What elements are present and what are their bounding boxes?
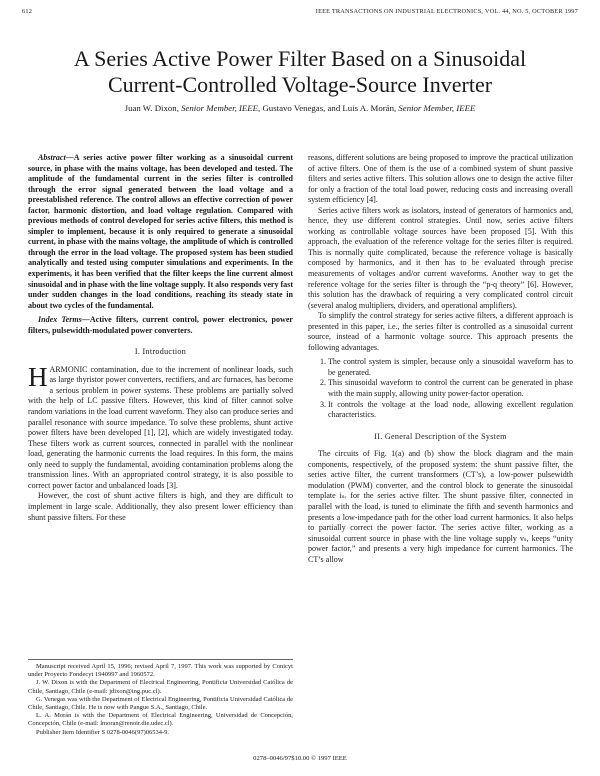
paper-title [20,46,580,98]
index-terms [28,315,293,336]
abstract-label: Abstract— [38,153,74,162]
footnote-5: Publisher Item Identifier S 0278-0046(97)06534-9. [36,728,170,736]
footnote-rule [28,659,293,660]
intro-p1-text: ARMONIC contamination, due to the increment of nonlinear loads, such as large thyristor power converters, rectifiers, and arc furnaces, has become a serious problem in power systems. These problems are partially solved with the help of LC passive filters. However, this kind of filter cannot solve random variations in the load current waveform. They also can produce series and parallel resonance with source impedance. To solve these problems, shunt active power filters have been developed [1], [2], which are widely investigated today. These filters work as current sources, connected in parallel with the nonlinear load, generating the harmonic currents the load requires. In this form, the mains only need to supply the fundamental, avoiding contamination problems along the transmission lines. With an appropriated control strategy, it is also possible to correct power factor and unbalanced loads [3]. [28,364,293,490]
index-terms-label: Index Terms [38,315,82,325]
section-2-heading: II. General Description of the System [374,431,507,441]
right-column [308,153,573,565]
intro-paragraph-1 [28,361,293,492]
right-paragraph-3: To simplify the control strategy for series active filters, a different approach is presented in this paper, i.e., the series filter is controlled as a sinusoidal current source, instead of a harmonic voltage source. This approach presents the following advantages. [308,311,573,352]
author-3-role: Senior Member, IEEE [398,103,476,113]
author-2-3: Gustavo Venegas, and Luis A. Morán, [262,103,397,113]
left-column [28,153,293,523]
advantages-list [308,357,573,420]
footnote-2: J. W. Dixon is with the Department of Electrical Engineering, Pontificia Universidad Católica de Chile, Santiago, Chile (e-mail: jdixon@ing.puc.cl). [28,679,293,695]
abstract-text: A series active power filter working as a sinusoidal current source, in phase with the mains voltage, has been developed and tested. The amplitude of the fundamental current in the series filter is controlled through the error signal generated between the load voltage and a preestablished reference. The control allows an effective correction of power factor, harmonic distortion, and load voltage regulation. Compared with previous methods of control developed for series active filters, this method is simpler to implement, because it is only required to generate a sinusoidal current, in phase with the mains voltage, the amplitude of which is controlled through the error in the load voltage. The proposed system has been studied analytically and tested using computer simulations and experiments. In the experiments, it has been verified that the filter keeps the line current almost sinusoidal and in phase with the line voltage supply. It also responds very fast under sudden changes in the load conditions, reaching its steady state in about two cycles of the fundamental. [28,153,294,310]
section-1-heading: I. Introduction [134,347,187,357]
right-paragraph-2: Series active filters work as isolators, instead of generators of harmonics and, hence, they use different control strategies. Until now, series active filters working as controllable voltage sources have been proposed [5]. With this approach, the evaluation of the reference voltage for the series filter is required. This is normally quite complicated, because the reference voltage is basically composed by harmonics, and it then has to be evaluated through precise measurements of voltages and/or current waveforms. Another way to get the reference voltage for the series filter is through the “p-q theory” [6]. However, this solution has the drawback of requiring a very complicated control circuit (several analog multipliers, dividers, and operational amplifiers). [308,205,573,310]
running-header [22,8,578,20]
right-paragraph-4: The circuits of Fig. 1(a) and (b) show the block diagram and the main components, respectively, of the proposed system: the shunt passive filter, the series active filter, the current transformers (CT’s), a low-power pulsewidth modulation (PWM) converter, and the control block to generate the sinusoidal template iₛᵣ for the series active filter. The shunt passive filter, connected in parallel with the load, is tuned to eliminate the fifth and seventh harmonics and presents a low-impedance path for the other load current harmonics. It also helps to partially correct the power factor. The series active filter, working as a sinusoidal current source in phase with the line voltage supply vₛ, keeps “unity power factor,” and presents a very high impedance for current harmonics. The CT’s allow [308,449,573,564]
author-1-role: Senior Member, IEEE, [181,103,261,113]
footnote-3: G. Venegas was with the Department of Electrical Engineering, Pontificia Universidad Católica de Chile, Santiago, Chile. He is now with Pangue S.A., Santiago, Chile. [28,695,293,712]
list-item: 3. It controls the voltage at the load node, allowing excellent regulation characteristics. [328,400,573,421]
journal-header: IEEE TRANSACTIONS ON INDUSTRIAL ELECTRONICS, VOL. 44, NO. 5, OCTOBER 1997 [315,8,578,15]
right-paragraph-1: reasons, different solutions are being proposed to improve the practical utilization of active filters. One of them is the use of a combined system of shunt passive filters and series active filters. This solution allows one to design the active filter for only a fraction of the total load power, reducing costs and increasing overall system efficiency [4]. [308,153,573,205]
footnote-4: L. A. Morán is with the Department of Electrical Engineering, Universidad de Concepción, Concepción, Chile (e-mail: lmoran@renoir.die.udec.cl). [28,712,293,728]
footnote-1: Manuscript received April 15, 1996; revised April 7, 1997. This work was supported by Conicyt under Proyecto Fondecyt 1940997 and 1960572. [28,663,293,679]
list-item: 1. The control system is simpler, because only a sinusoidal waveform has to be generated. [328,357,573,378]
copyright-line: 0278–0046/97$10.00 © 1997 IEEE [253,755,347,762]
drop-cap: H [28,361,48,392]
intro-paragraph-2: However, the cost of shunt active filters is high, and they are difficult to implement in large scale. Additionally, they also present lower efficiency than shunt passive filters. For these [28,491,293,522]
abstract [28,153,293,311]
title-line-2: Current-Controlled Voltage-Source Inverter [107,72,493,97]
author-line [20,103,580,113]
page-number: 612 [22,8,33,15]
footnotes [28,659,293,737]
list-item: 2. This sinusoidal waveform to control the current can be generated in phase with the main supply, allowing unity power-factor operation. [328,378,573,399]
title-line-1: A Series Active Power Filter Based on a Sinusoidal [73,46,527,71]
index-terms-text: —Active filters, current control, power electronics, power filters, pulsewidth-modulated power converters. [28,315,293,335]
author-1: Juan W. Dixon, [124,103,179,113]
